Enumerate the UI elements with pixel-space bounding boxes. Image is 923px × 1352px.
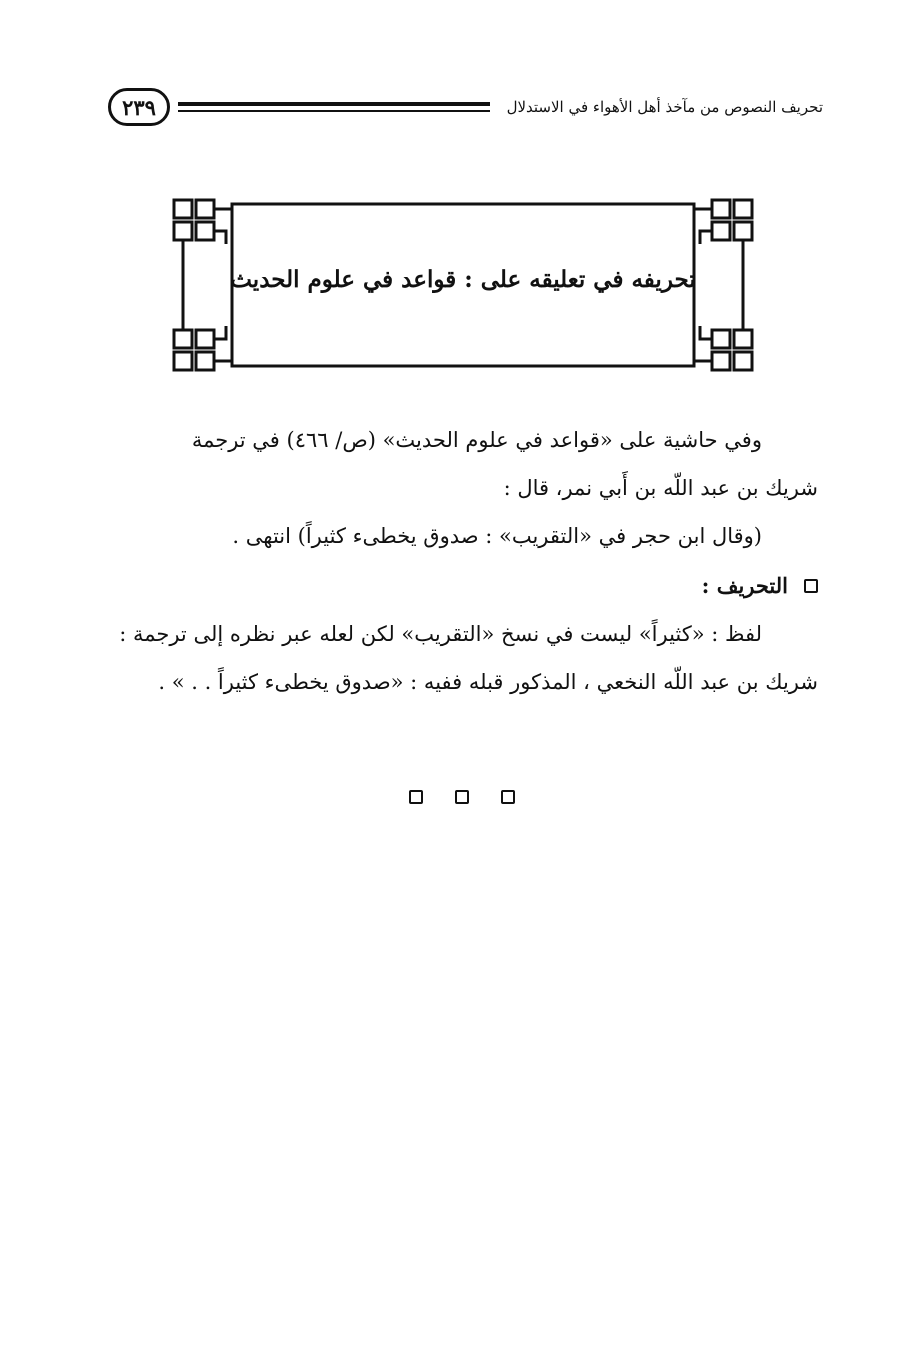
quote-line: (وقال ابن حجر في «التقريب» : صدوق يخطىء كثيراً) انتهى . — [232, 524, 762, 548]
running-title: تحريف النصوص من مآخذ أهل الأهواء في الاستدلال — [506, 98, 823, 116]
header-rule — [178, 102, 490, 112]
tahrif-heading — [118, 562, 818, 610]
paragraph-line: شريك بن عبد اللّه النخعي ، المذكور قبله ففيه : «صدوق يخطىء كثيراً . . » . — [158, 670, 818, 694]
page-number: ٢٣٩ — [108, 88, 170, 126]
square-ornament-icon — [409, 790, 423, 804]
square-bullet-icon — [804, 579, 818, 593]
section-title: تحريفه في تعليقه على : قواعد في علوم الحديث — [230, 266, 696, 293]
page-header — [108, 84, 823, 130]
square-ornament-icon — [501, 790, 515, 804]
section-end-ornaments — [0, 790, 923, 804]
paragraph-line: شريك بن عبد اللّه بن أَبي نمر، قال : — [503, 476, 818, 500]
section-title-frame — [170, 196, 756, 374]
paragraph-line: لفظ : «كثيراً» ليست في نسخ «التقريب» لكن لعله عبر نظره إلى ترجمة : — [119, 622, 762, 646]
square-ornament-icon — [455, 790, 469, 804]
heading-label: التحريف : — [701, 573, 788, 598]
paragraph-line: وفي حاشية على «قواعد في علوم الحديث» (ص/ ٤٦٦) في ترجمة — [191, 428, 762, 452]
body-text — [118, 416, 818, 706]
